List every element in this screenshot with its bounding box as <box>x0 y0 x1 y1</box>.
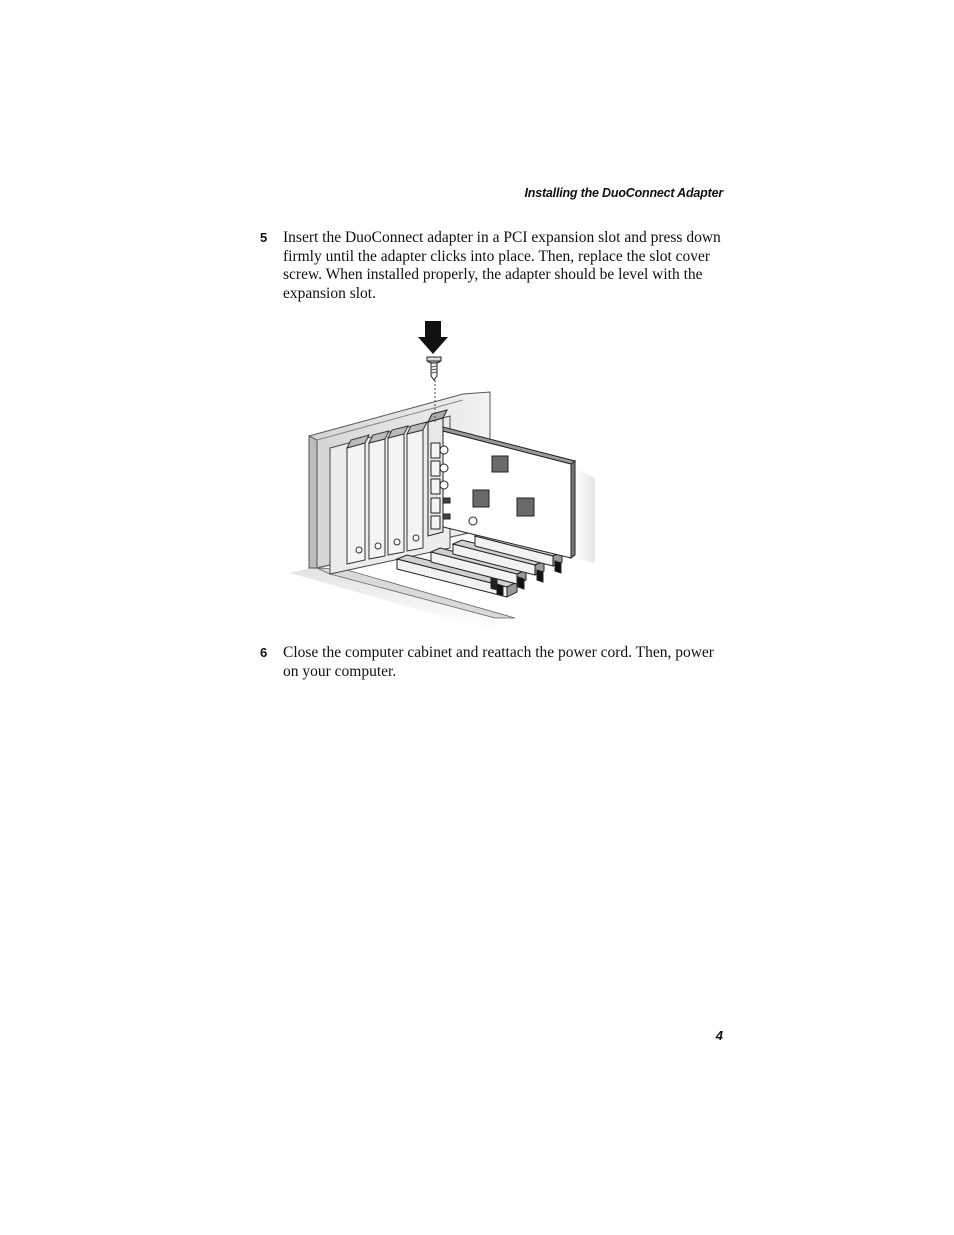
adapter-installation-illustration <box>285 318 597 633</box>
chip-icon <box>473 490 489 507</box>
chip-icon <box>492 456 508 472</box>
down-arrow-icon <box>418 321 448 354</box>
step-text: Insert the DuoConnect adapter in a PCI expansion slot and press down firmly until the adapter clicks into place. Then, replace the slot cover screw. When installed properly, the adapter should be level with the expansion slot. <box>283 229 721 303</box>
step-text: Close the computer cabinet and reattach the power cord. Then, power on your computer. <box>283 644 714 680</box>
running-head: Installing the DuoConnect Adapter <box>524 186 723 200</box>
step-number: 5 <box>260 230 268 245</box>
screw-icon <box>427 357 441 380</box>
step-number: 6 <box>260 645 268 660</box>
chip-icon <box>517 498 534 516</box>
page-number: 4 <box>715 1028 723 1043</box>
